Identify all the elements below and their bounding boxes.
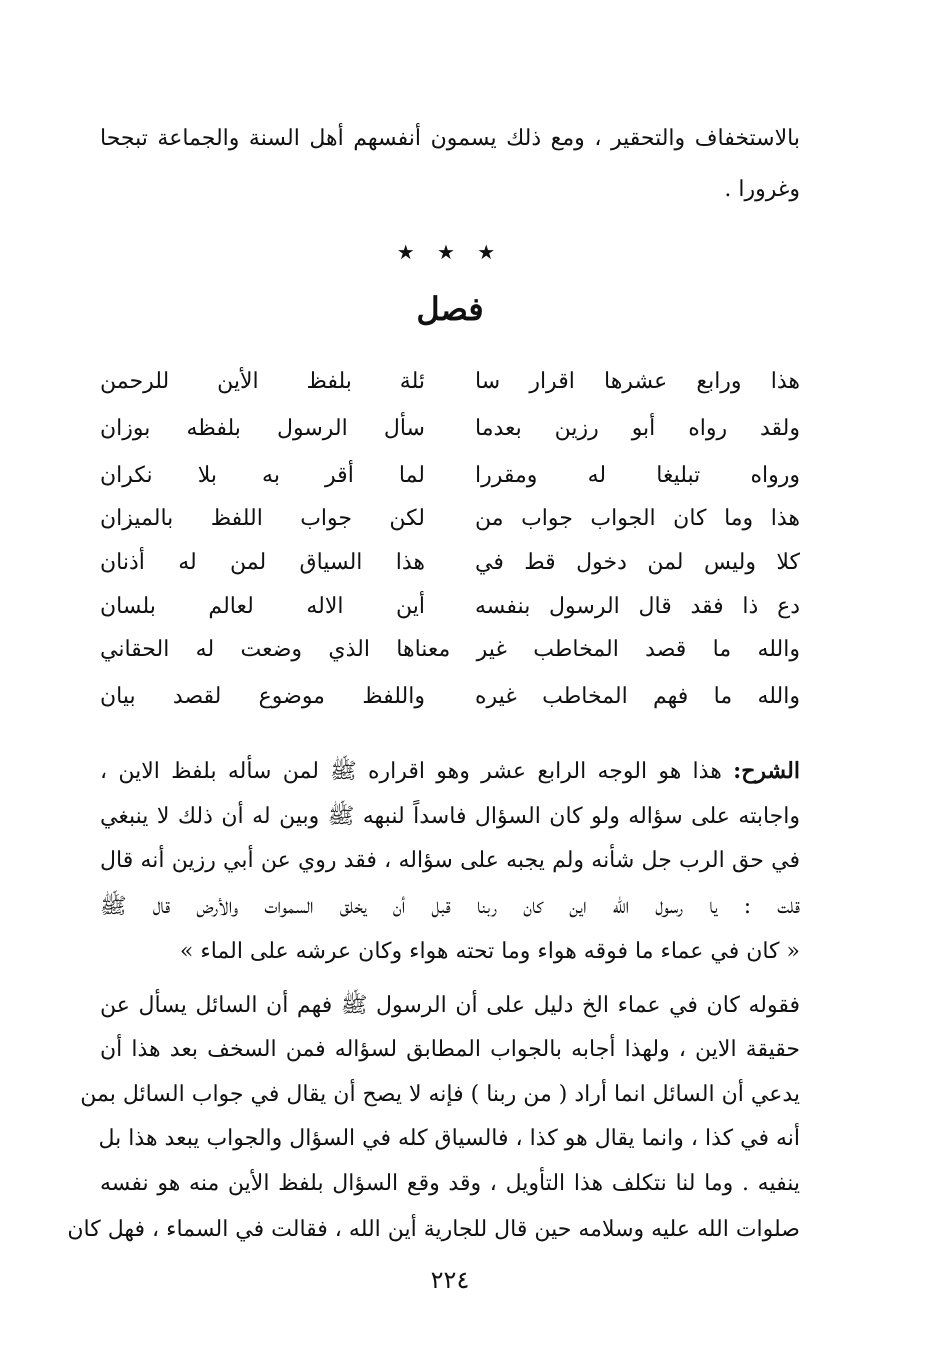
- commentary-line: واجابته على سؤاله ولو كان السؤال فاسداً لنبهه ﷺ وبين له أن ذلك لا ينبغي: [100, 804, 800, 829]
- commentary-line: في حق الرب جل شأنه ولم يجبه على سؤاله ، فقد روي عن أبي رزين أنه قال: [100, 848, 800, 873]
- page-number: ٢٢٤: [430, 1266, 470, 1294]
- poem-verse: [100, 459, 800, 493]
- poem-verse: [100, 502, 800, 536]
- poem-verse: [100, 412, 800, 446]
- poem-verse: [100, 546, 800, 580]
- verse-second-half: أين الاله لعالم بلسان: [100, 594, 425, 619]
- verse-first-half: دع ذا فقد قال الرسول بنفسه: [475, 594, 800, 619]
- commentary-line: ينفيه . وما لنا نتكلف هذا التأويل ، وقد وقع السؤال بلفظ الأين منه هو نفسه: [100, 1171, 800, 1196]
- commentary-line: « كان في عماء ما فوقه هواء وما تحته هواء وكان عرشه على الماء »: [179, 939, 800, 964]
- verse-second-half: لما أقر به بلا نكران: [100, 463, 425, 488]
- verse-first-half: والله ما فهم المخاطب غيره: [475, 684, 800, 709]
- intro-line: بالاستخفاف والتحقير ، ومع ذلك يسمون أنفسهم أهل السنة والجماعة تبجحا: [100, 126, 800, 151]
- poem-verse: [100, 680, 800, 714]
- commentary-line: فقوله كان في عماء الخ دليل على أن الرسول ﷺ فهم أن السائل يسأل عن: [100, 993, 800, 1018]
- commentary-line: أنه في كذا ، وانما يقال هو كذا ، فالسياق كله في السؤال والجواب يبعد هذا بل: [98, 1126, 800, 1151]
- commentary-text: هذا هو الوجه الرابع عشر وهو اقراره ﷺ لمن سأله بلفظ الاين ،: [100, 759, 722, 784]
- commentary-line: يدعي أن السائل انما أراد ( من ربنا ) فإنه لا يصح أن يقال في جواب السائل بمن: [80, 1082, 800, 1107]
- commentary-line: صلوات الله عليه وسلامه حين قال للجارية أين الله ، فقالت في السماء ، فهل كان: [67, 1217, 800, 1242]
- verse-first-half: ولقد رواه أبو رزين بعدما: [475, 416, 800, 441]
- verse-second-half: لكن جواب اللفظ بالميزان: [100, 506, 425, 531]
- verse-second-half: ئلة بلفظ الأين للرحمن: [100, 369, 425, 394]
- verse-first-half: هذا وما كان الجواب جواب من: [475, 506, 800, 531]
- verse-second-half: هذا السياق لمن له أذنان: [100, 550, 425, 575]
- poem-verse: [100, 590, 800, 624]
- commentary-line: قلت : يا رسول الله اين كان ربنا قبل أن يخلق السموات والأرض قال ﷺ: [100, 894, 800, 919]
- verse-first-half: كلا وليس لمن دخول قط في: [475, 550, 800, 575]
- section-title: فصل: [416, 290, 484, 328]
- poem-full-line: والله ما قصد المخاطب غير معناها الذي وضعت له الحقاني: [100, 637, 800, 662]
- verse-first-half: ورواه تبليغا له ومقررا: [475, 463, 800, 488]
- verse-second-half: سأل الرسول بلفظه بوزان: [100, 416, 425, 441]
- commentary-label: الشرح:: [733, 758, 800, 784]
- intro-line: وغرورا .: [724, 177, 800, 202]
- commentary-line: حقيقة الاين ، ولهذا أجابه بالجواب المطابق لسؤاله فمن السخف بعد هذا أن: [100, 1037, 800, 1062]
- verse-second-half: واللفظ موضوع لقصد بيان: [100, 684, 425, 709]
- section-separator: ★ ★ ★: [396, 240, 504, 264]
- verse-first-half: هذا ورابع عشرها اقرار سا: [475, 369, 800, 394]
- commentary-line: [100, 758, 800, 785]
- document-page: [67, 0, 800, 1367]
- poem-verse: [100, 365, 800, 399]
